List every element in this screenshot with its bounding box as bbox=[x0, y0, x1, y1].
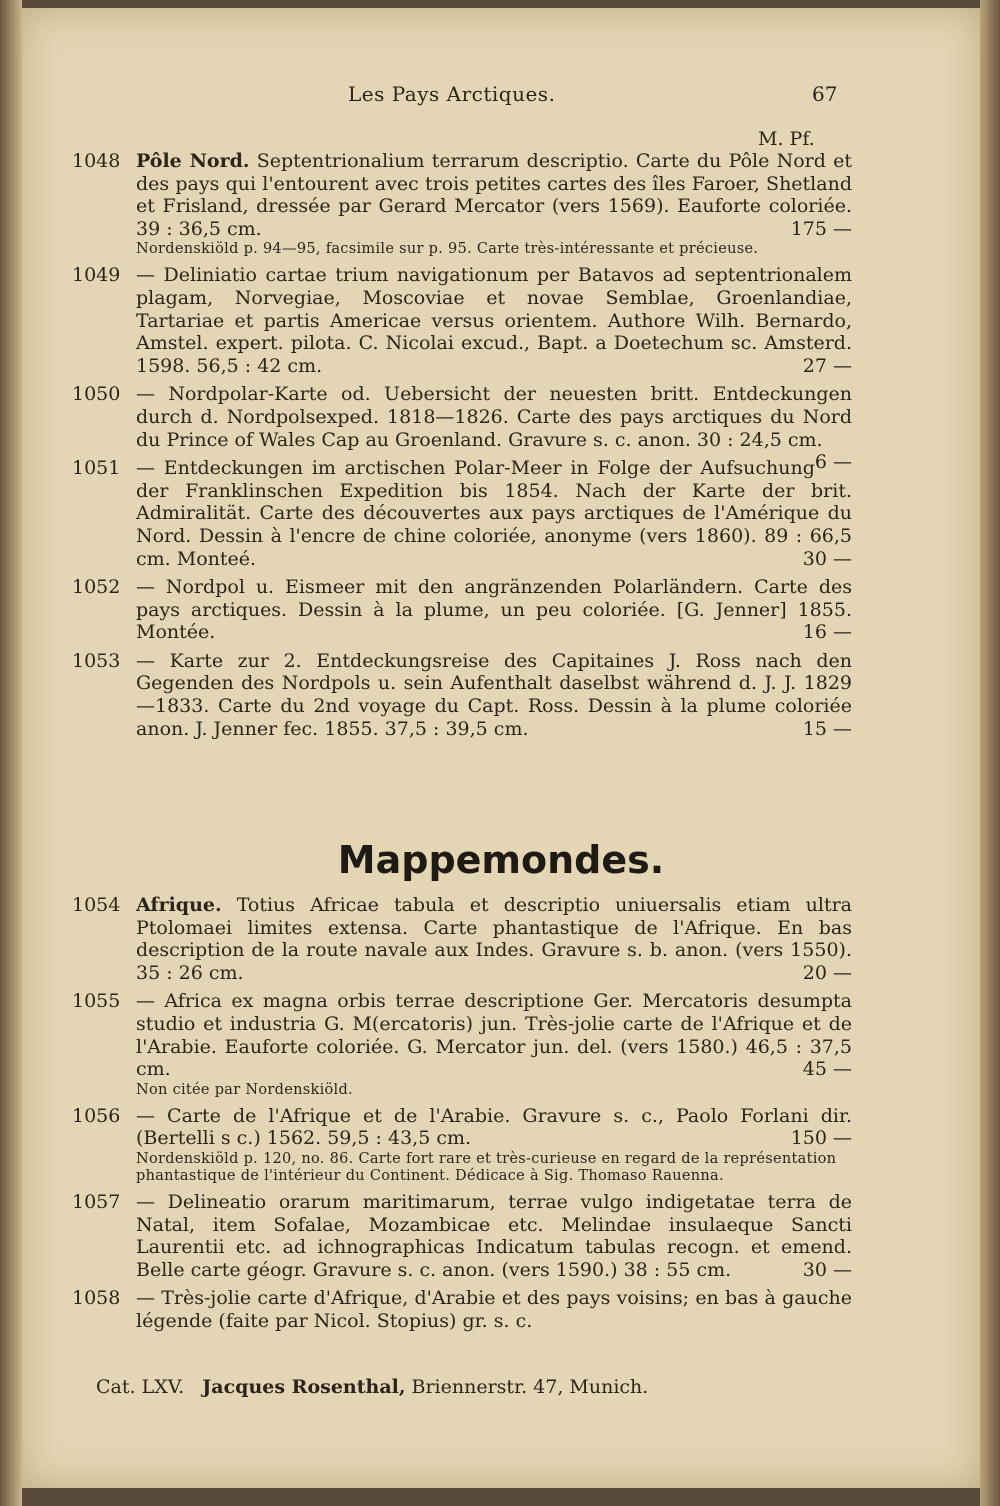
entry-text: — Nordpol u. Eismeer mit den angränzenden Polarländern. Carte des pays arctiques. Dessin à la plume, un peu coloriée. [G. Jenner] 1855. Montée. bbox=[136, 576, 852, 644]
running-title: Les Pays Arctiques. bbox=[348, 82, 556, 106]
entry-text: Septentrionalium terrarum descriptio. Carte du Pôle Nord et des pays qui l'entourent avec trois petites cartes des îles Faroer, Shetland et Frisland, dressée par Gerard Mercator (vers 1569). Eauforte coloriée. 39 : 36,5 cm. bbox=[136, 150, 852, 240]
catalog-entry bbox=[72, 1191, 852, 1281]
entry-description bbox=[136, 457, 852, 570]
catalog-entry bbox=[72, 1105, 852, 1185]
publisher-address: Briennerstr. 47, Munich. bbox=[411, 1376, 649, 1398]
entry-price: 175 — bbox=[790, 217, 852, 240]
entry-lead: Pôle Nord. bbox=[136, 150, 250, 172]
entry-note: Nordenskiöld p. 120, no. 86. Carte fort rare et très-curieuse en regard de la représentation phantastique de l'intérieur du Continent. Dédicace à Sig. Thomaso Rauenna. bbox=[136, 1150, 837, 1184]
entry-number: 1049 bbox=[72, 264, 121, 287]
entry-text: — Deliniatio cartae trium navigationum per Batavos ad septentrionalem plagam, Norvegiae, Moscoviae et novae Semblae, Groenlandiae, Tartariae et partis Americae versus orientem. Authore Wilh. Bernardo, Amstel. expert. pilota. C. Nicolai excud., Bapt. a Doetechum sc. Amsterd. 1598. 56,5 : 42 cm. bbox=[136, 264, 852, 377]
entry-price: 15 — bbox=[802, 717, 852, 740]
catalog-entry bbox=[72, 457, 852, 570]
entry-description bbox=[136, 576, 852, 644]
page-number: 67 bbox=[812, 82, 838, 106]
entry-description bbox=[136, 650, 852, 740]
entry-description bbox=[136, 894, 852, 984]
entry-description bbox=[136, 150, 852, 240]
entry-note: Nordenskiöld p. 94—95, facsimile sur p. 95. Carte très-intéressante et précieuse. bbox=[136, 241, 759, 258]
entry-text: — Carte de l'Afrique et de l'Arabie. Gravure s. c., Paolo Forlani dir. (Bertelli s c.) 1562. 59,5 : 43,5 cm. bbox=[136, 1104, 852, 1150]
catalog-entry bbox=[72, 576, 852, 644]
entry-number: 1056 bbox=[72, 1104, 121, 1127]
catalog-entry bbox=[72, 264, 852, 377]
entry-description bbox=[136, 1105, 852, 1150]
entry-number: 1057 bbox=[72, 1190, 121, 1213]
entry-number: 1053 bbox=[72, 649, 121, 672]
catalog-entry bbox=[72, 150, 852, 258]
entry-number: 1055 bbox=[72, 990, 121, 1013]
entry-price: 150 — bbox=[790, 1127, 852, 1150]
book-gutter-left bbox=[0, 0, 22, 1506]
entry-text: — Karte zur 2. Entdeckungsreise des Capitaines J. Ross nach den Gegenden des Nordpols u. sein Aufenthalt daselbst während d. J. J. 1829—1833. Carte du 2nd voyage du Capt. Ross. Dessin à la plume coloriée anon. J. Jenner fec. 1855. 37,5 : 39,5 cm. bbox=[136, 649, 852, 740]
entry-text: — Africa ex magna orbis terrae descriptione Ger. Mercatoris desumpta studio et industria G. M(ercatoris) jun. Très-jolie carte de l'Afrique et de l'Arabie. Eauforte coloriée. G. Mercator jun. del. (vers 1580.) 46,5 : 37,5 cm. bbox=[136, 990, 852, 1081]
entry-text: Totius Africae tabula et descriptio uniuersalis etiam ultra Ptolomaei limites extensa. Carte phantastique de l'Afrique. En bas description de la route navale aux Indes. Gravure s. b. anon. (vers 1550). 35 : 26 cm. bbox=[136, 894, 852, 984]
entry-description bbox=[136, 990, 852, 1080]
entry-description bbox=[136, 1287, 852, 1332]
entry-description bbox=[136, 264, 852, 377]
catalog-entry bbox=[72, 650, 852, 740]
entry-number: 1048 bbox=[72, 150, 121, 172]
currency-columns: M. Pf. bbox=[758, 128, 815, 150]
catalog-page bbox=[22, 8, 980, 1488]
catalog-entry bbox=[72, 894, 852, 984]
entry-lead: Afrique. bbox=[136, 894, 222, 916]
entry-text: — Nordpolar-Karte od. Uebersicht der neuesten britt. Entdeckungen durch d. Nordpolsexped. 1818—1826. Carte des pays arctiques du Nord du Prince of Wales Cap au Groenland. Gravure s. c. anon. 30 : 24,5 cm. bbox=[136, 383, 852, 451]
entry-price: 30 — bbox=[802, 1258, 852, 1281]
arctic-entries bbox=[72, 150, 852, 746]
entry-number: 1050 bbox=[72, 383, 121, 406]
entry-price: 45 — bbox=[802, 1058, 852, 1081]
entry-text: — Delineatio orarum maritimarum, terrae vulgo indigetatae terra de Natal, item Sofalae, Mozambicae etc. Melindae insulaeque Sancti Laurentii etc. ad ichnographicas Indicatum tabulas recogn. et emend. Belle carte géogr. Gravure s. c. anon. (vers 1590.) 38 : 55 cm. bbox=[136, 1190, 852, 1281]
page-header bbox=[22, 82, 980, 112]
publisher-name: Jacques Rosenthal, bbox=[202, 1376, 406, 1398]
mappemondes-entries bbox=[72, 894, 852, 1339]
entry-text: — Entdeckungen im arctischen Polar-Meer in Folge der Aufsuchung der Franklinschen Expedition bis 1854. Nach der Karte der brit. Admiralität. Carte des découvertes aux pays arctiques de l'Amérique du Nord. Dessin à l'encre de chine coloriée, anonyme (vers 1860). 89 : 66,5 cm. Monteé. bbox=[136, 457, 852, 570]
section-heading: Mappemondes. bbox=[337, 838, 665, 882]
catalog-entry bbox=[72, 1287, 852, 1332]
page-footer bbox=[96, 1376, 648, 1398]
catalog-entry bbox=[72, 990, 852, 1098]
entry-price: 6 — bbox=[814, 451, 852, 474]
entry-price: 27 — bbox=[802, 354, 852, 377]
catalog-number: Cat. LXV. bbox=[96, 1376, 185, 1398]
entry-price: 30 — bbox=[802, 547, 852, 570]
entry-price: 20 — bbox=[802, 961, 852, 984]
entry-description bbox=[136, 1191, 852, 1281]
book-edge-right bbox=[980, 0, 1000, 1506]
entry-text: — Très-jolie carte d'Afrique, d'Arabie et des pays voisins; en bas à gauche légende (faite par Nicol. Stopius) gr. s. c. bbox=[136, 1287, 852, 1332]
entry-price: 16 — bbox=[802, 621, 852, 644]
entry-description bbox=[136, 383, 852, 474]
entry-number: 1058 bbox=[72, 1287, 121, 1310]
entry-note: Non citée par Nordenskiöld. bbox=[136, 1081, 353, 1098]
entry-number: 1051 bbox=[72, 457, 121, 480]
entry-number: 1054 bbox=[72, 894, 121, 916]
entry-number: 1052 bbox=[72, 576, 121, 599]
